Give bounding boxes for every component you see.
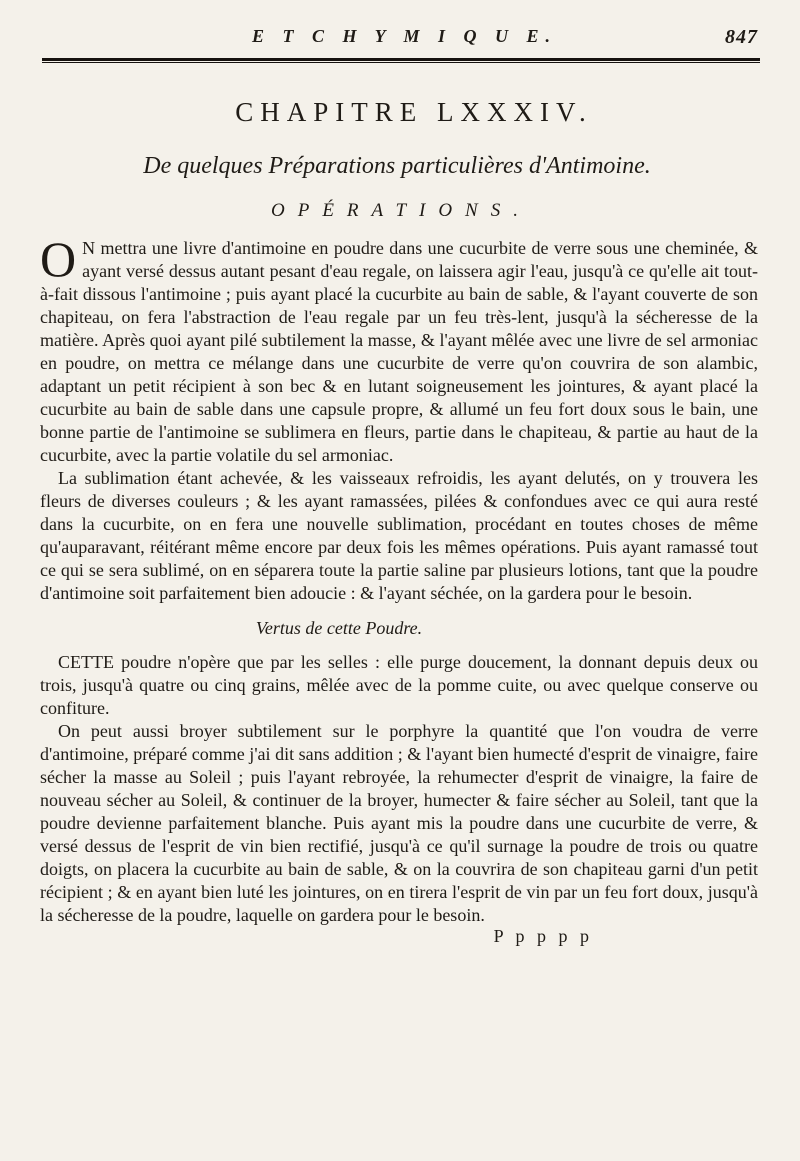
main-text (40, 231, 758, 946)
paragraph-1 (40, 231, 758, 467)
virtues-heading: Vertus de cette Poudre. (255, 618, 423, 638)
dropcap-letter: O (40, 231, 77, 287)
chapter-title: De quelques Préparations particulières d'Antimoine. (143, 153, 651, 179)
header-rule (42, 58, 760, 63)
running-title: E T C H Y M I Q U E. (252, 26, 558, 46)
catchword: P p p p p (493, 926, 593, 946)
chapter-number: CHAPITRE LXXXIV. (235, 97, 593, 127)
paragraph-3: CETTE poudre n'opère que par les selles : elle purge doucement, la donnant depuis deux ou trois, jusqu'à quatre ou cinq grains, mêlée avec de la pomme cuite, ou avec quelque conserve ou confiture. (40, 652, 758, 718)
running-head (40, 18, 762, 58)
paragraph-4: On peut aussi broyer subtilement sur le porphyre la quantité que l'on voudra de verre d'antimoine, préparé comme j'ai dit sans addition ; & l'ayant bien humecté d'esprit de vinaigre, faire sécher la masse au Soleil ; puis l'ayant rebroyée, la rehumecter d'esprit de vinaigre, la faire de nouveau sécher au Soleil, & continuer de la broyer, humecter & faire sécher au Soleil, tant que la poudre devienne parfaitement blanche. Puis ayant mis la poudre dans une cucurbite de verre, & versé dessus de l'esprit de vin bien rectifié, jusqu'à ce qu'il surnage la poudre de trois ou quatre doigts, on placera la cucurbite au bain de sable, & on la couvrira de son chapiteau garni d'un petit récipient ; & en ayant bien luté les jointures, on en tirera l'esprit de vin par un feu fort doux, jusqu'à la sécheresse de la poudre, laquelle on gardera pour le besoin. (40, 721, 758, 925)
operations-heading: OPÉRATIONS. (271, 200, 531, 221)
paragraph-1-text: N mettra une livre d'antimoine en poudre dans une cucurbite de verre sous une cheminée, & ayant versé dessus autant pesant d'eau regale, on laissera agir l'eau, jusqu'à ce qu'elle ait tout-à-fait dissous l'antimoine ; puis ayant placé la cucurbite au bain de sable, & l'ayant couverte de son chapiteau, on fera l'abstraction de l'eau regale par un feu très-lent, jusqu'à la sécheresse de la matière. Après quoi ayant pilé subtilement la masse, & l'ayant mêlée avec une livre de sel armoniac en poudre, on mettra ce mélange dans une cucurbite de verre qu'on couvrira de son alambic, adaptant un petit récipient à son bec & en lutant soigneusement les jointures, & ayant placé la cucurbite au bain de sable dans une capsule propre, & allumé un feu fort doux sous le bain, une bonne partie de l'antimoine se sublimera en fleurs, partie dans le chapiteau, & partie au haut de la cucurbite, avec la partie volatile du sel armoniac. (40, 238, 758, 465)
paragraph-2: La sublimation étant achevée, & les vaisseaux refroidis, les ayant delutés, on y trouvera les fleurs de diverses couleurs ; & les ayant ramassées, pilées & confondues avec ce qui aura resté dans la cucurbite, on en fera une nouvelle sublimation, procédant en toutes choses de même qu'auparavant, réitérant même encore par deux fois les mêmes opérations. Puis ayant ramassé tout ce qui se sera sublimé, on en séparera toute la partie saline par plusieurs lotions, tant que la poudre d'antimoine soit parfaitement bien adoucie : & l'ayant séchée, on la gardera pour le besoin. (40, 468, 758, 603)
page-number: 847 (725, 26, 758, 48)
